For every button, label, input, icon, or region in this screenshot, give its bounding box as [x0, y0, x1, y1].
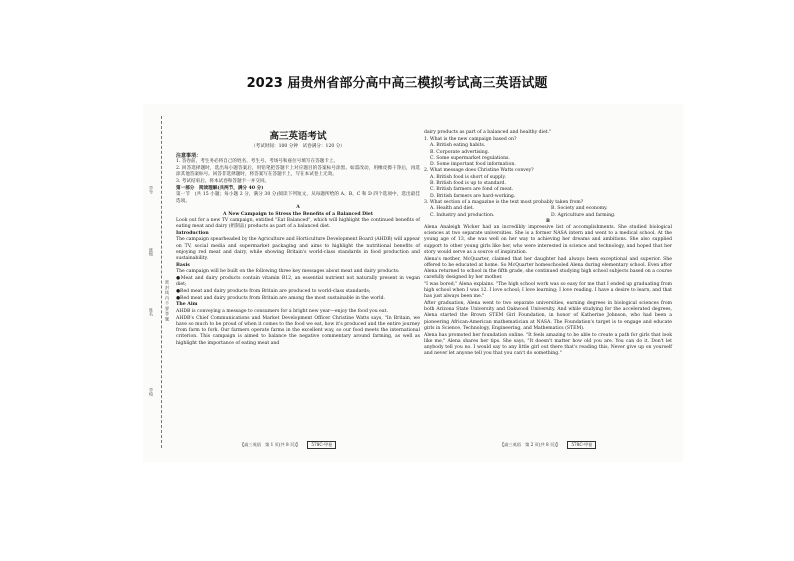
note-item: 1. 答卷前，考生务必将自己的姓名、考生号、考场号和座位号填写在答题卡上。: [176, 159, 339, 165]
footer-page-label: 【高三英语 第 1 页(共 8 页)】: [240, 442, 300, 447]
paragraph: The campaign spearheaded by the Agriculture and Horticulture Development Board (AHDB) will appear on TV, social media and supermarket packaging and aims to highlight the nutritional benefits of enjoying red meat and dairy, while showing Britain's world-class standards in food production and sustainability.: [176, 237, 420, 261]
note-item: 3. 考试结束后，将本试卷和答题卡一并交回。: [176, 179, 270, 185]
margin-label-student-id: 学号: [149, 186, 154, 194]
question-option: A. Health and diet.: [430, 206, 474, 212]
footer-page-2: [500, 441, 596, 449]
paragraph: "I was bored," Alena explains. "The high school work was so easy for me that I ended up graduating from high school when I was 12. I love school; I love learning; I love reading. I have a desire to learn, and that has just always been me.": [424, 281, 672, 300]
question-option: D. British farmers are hard-working.: [430, 193, 516, 199]
part-heading: 第一部分 阅读理解(共两节，满分 40 分): [176, 185, 264, 191]
notes-title: 注意事项：: [176, 153, 202, 160]
margin-label-class: 班级: [149, 248, 154, 256]
paragraph: AHDB's Chief Communications and Market Development Officer Christine Watts says, "In Britain, we have so much to be proud of when it comes to the food we eat, how it's produced and the entire journey from farm to fork. Our farmers operate farms in the excellent way, so our food meets the international criterion. This campaign is aimed to balance the negative commentary around farming, as well as highlight the importance of eating meat and: [176, 315, 420, 346]
heading-introduction: Introduction: [176, 230, 209, 236]
note-item: 2. 回答选择题时，选出每小题答案后，用铅笔把答题卡上对应题目的答案标号涂黑。如需改动，用橡皮擦干净后，再选涂其他答案标号。回答非选择题时，将答案写在答题卡上，写在本试卷上无效。: [176, 166, 420, 178]
passage-a-letter: A: [296, 205, 300, 211]
binding-margin: [146, 108, 176, 458]
paper-subtitle: （考试时间：100 分钟 试卷满分：120 分）: [251, 144, 345, 149]
left-column: [176, 130, 420, 347]
question-stem: 3. What section of a magazine is the text most probably taken from?: [424, 199, 584, 205]
footer-page-label: 【高三英语 第 2 页(共 8 页)】: [500, 442, 560, 447]
footer-code: 578C-甲卷: [567, 441, 596, 449]
passage-b-letter: B: [546, 218, 550, 224]
passage-a-intro: Look out for a new TV campaign, entitled "Eat Balanced", which will highlight the continued benefits of eating meat and dairy (奶制品) products as part of a balanced diet.: [176, 217, 420, 229]
question-option: B. Society and economy.: [551, 206, 608, 212]
question-option: C. British farmers are fond of meat.: [430, 187, 514, 193]
paragraph: The campaign will be built on the following three key messages about meat and dairy products:: [176, 269, 400, 275]
margin-label-name: 姓名: [149, 308, 154, 316]
question-option: D. Some important food information.: [430, 162, 516, 168]
question-option: C. Some supermarket regulations.: [430, 155, 510, 161]
heading-basis: Basis: [176, 262, 190, 268]
margin-label-seal-warning: 密 封 线 内 不 要 答 题: [165, 280, 170, 321]
section-heading: [176, 192, 420, 204]
paper-title: 高三英语考试: [269, 131, 327, 142]
paragraph: Alena's mother, McQuarter, claimed that her daughter had always been exceptional and superior. She offered to be educated at home. So McQuarter homeschooled Alena during elementary school. Even after Alena returned to school in the fifth grade, she continued studying high school subjects based on a course carefully designed by her mother.: [424, 256, 672, 281]
seal-line: [161, 116, 162, 448]
question-option: D. Agriculture and farming.: [551, 212, 616, 218]
passage-a-title: A New Campaign to Stress the Benefits of a Balanced Diet: [223, 211, 373, 217]
question-option: A. British eating habits.: [430, 143, 486, 149]
heading-aim: The Aim: [176, 302, 198, 308]
paragraph: After graduation, Alena went to two separate universities, earning degrees in biological sciences from both Arizona State University and Oakwood University. And while studying for the accelerated degrees, Alena started the Brown STEM Girl Foundation, in honor of Katherine Johnson, who had been a pioneering African-American mathematician at NASA. The Foundation's target is to engage and educate girls in Science, Technology, Engineering, and Mathematics (STEM).: [424, 300, 672, 331]
question-stem: 1. What is the new campaign based on?: [424, 136, 517, 142]
paragraph: dairy products as part of a balanced and healthy diet.": [424, 130, 552, 135]
question-option: B. Corporate advertising.: [430, 149, 490, 155]
bullet-item: ●Red meat and dairy products from Britain are produced to world-class standards;: [176, 288, 371, 294]
margin-label-school: 学校: [149, 388, 154, 396]
question-options-row: [424, 213, 672, 219]
bullet-item: ●Red meat and dairy products from Britain are among the most sustainable in the world.: [176, 295, 385, 301]
paragraph: Alena Analeigh Wicker had an incredibly impressive list of accomplishments. She studied biological sciences at two separate universities. She is a former NASA intern and went to a medical school. At the young age of 13, she was well on her way to achieving her dreams and ambitions. She also supplied support to other young girls like her, who were interested in science and technology, and hoped that her story would serve as a source of inspiration.: [424, 225, 672, 255]
right-column: [424, 130, 672, 358]
footer-page-1: [240, 441, 336, 449]
paragraph: AHDB is conveying a message to consumers for a bright new year—enjoy the food you eat.: [176, 309, 388, 315]
question-stem: 2. What message does Christine Watts convey?: [424, 168, 534, 174]
section-label: 第一节 (共 15 小题；每小题 2 分，满分 30 分): [176, 192, 279, 198]
question-option: B. British food is up to standard.: [430, 181, 506, 187]
question-option: C. Industry and production.: [430, 212, 495, 218]
section-instruction: 阅读下列短文，从每题所给的 A、B、C 和 D 四个选项中，选出最佳选项。: [176, 192, 420, 204]
question-option: A. British food is short of supply.: [430, 174, 506, 180]
paragraph: Alena has promoted her foundation online. "It feels amazing to be able to create a path for girls that look like me," Alena shares her tips. She says, "It doesn't matter how old you are. You can do it. Don't let anybody tell you no. I would say to any little girl out there that's reading this, Never give up on yourself and never let anyone tell you that you can't do something.": [424, 332, 672, 357]
page-title: 2023 届贵州省部分高中高三模拟考试高三英语试题: [246, 76, 548, 91]
footer-code: 578C-甲卷: [307, 441, 336, 449]
bullet-item: ●Meat and dairy products contain vitamin B12, an essential nutrient not naturally present in vegan diet;: [176, 276, 420, 288]
